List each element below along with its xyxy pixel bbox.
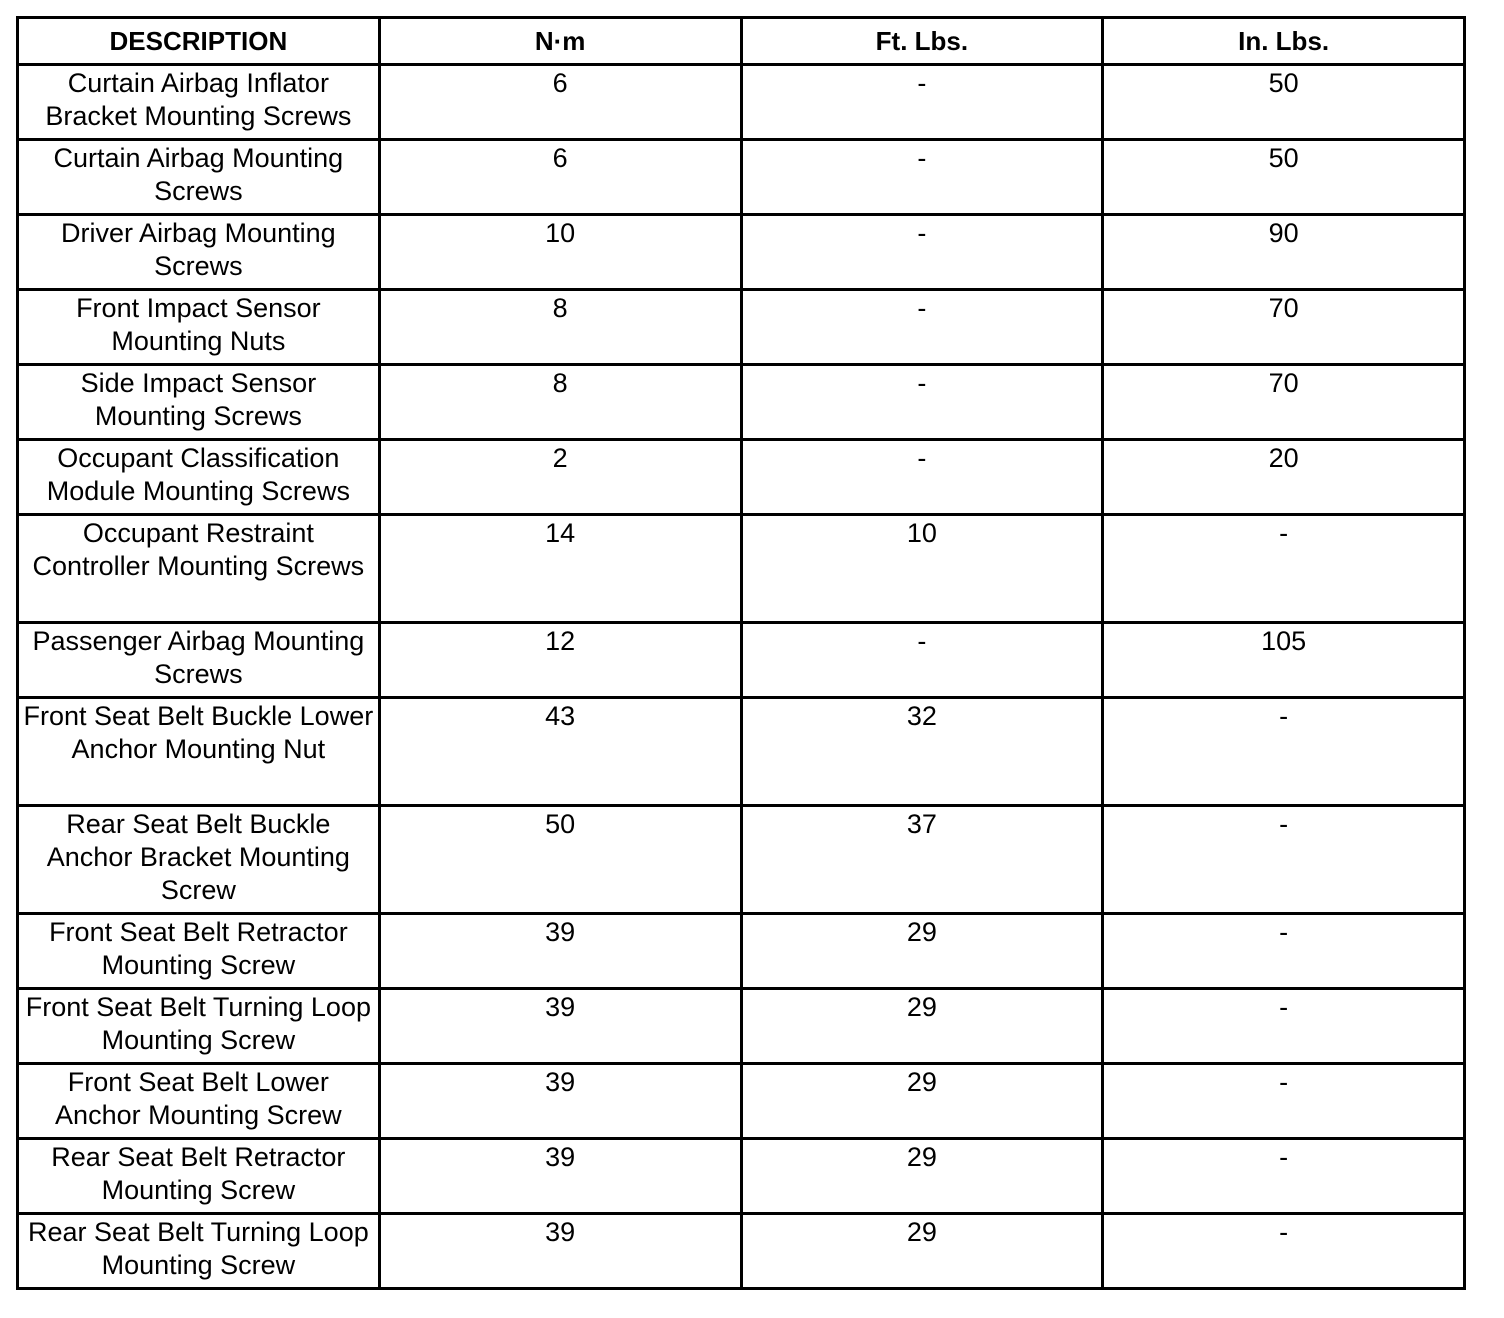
cell-ft-lbs: 29	[741, 1139, 1103, 1214]
cell-ft-lbs: -	[741, 365, 1103, 440]
torque-specifications-table	[16, 16, 1466, 1290]
header-ft-lbs: Ft. Lbs.	[741, 18, 1103, 65]
cell-in-lbs: 70	[1103, 290, 1465, 365]
cell-ft-lbs: 29	[741, 1064, 1103, 1139]
cell-ft-lbs: 29	[741, 1214, 1103, 1289]
cell-nm: 14	[379, 515, 741, 623]
cell-nm: 6	[379, 65, 741, 140]
cell-ft-lbs: -	[741, 623, 1103, 698]
cell-nm: 12	[379, 623, 741, 698]
cell-nm: 10	[379, 215, 741, 290]
cell-nm: 50	[379, 806, 741, 914]
cell-description: Rear Seat Belt Buckle Anchor Bracket Mounting Screw	[18, 806, 380, 914]
cell-nm: 8	[379, 365, 741, 440]
cell-description: Rear Seat Belt Turning Loop Mounting Screw	[18, 1214, 380, 1289]
cell-description: Occupant Classification Module Mounting Screws	[18, 440, 380, 515]
cell-ft-lbs: -	[741, 290, 1103, 365]
table-row	[18, 140, 1465, 215]
cell-description: Curtain Airbag Inflator Bracket Mounting Screws	[18, 65, 380, 140]
cell-in-lbs: -	[1103, 1064, 1465, 1139]
cell-ft-lbs: -	[741, 215, 1103, 290]
table-row	[18, 215, 1465, 290]
cell-in-lbs: 105	[1103, 623, 1465, 698]
table-row	[18, 1214, 1465, 1289]
table-row	[18, 698, 1465, 806]
table-row	[18, 515, 1465, 623]
cell-nm: 39	[379, 1064, 741, 1139]
cell-ft-lbs: -	[741, 65, 1103, 140]
cell-in-lbs: -	[1103, 1214, 1465, 1289]
cell-description: Passenger Airbag Mounting Screws	[18, 623, 380, 698]
cell-ft-lbs: 29	[741, 914, 1103, 989]
table-row	[18, 623, 1465, 698]
cell-in-lbs: 70	[1103, 365, 1465, 440]
cell-ft-lbs: 10	[741, 515, 1103, 623]
cell-description: Side Impact Sensor Mounting Screws	[18, 365, 380, 440]
cell-nm: 39	[379, 1214, 741, 1289]
cell-description: Front Seat Belt Buckle Lower Anchor Mounting Nut	[18, 698, 380, 806]
cell-in-lbs: -	[1103, 989, 1465, 1064]
cell-description: Front Seat Belt Retractor Mounting Screw	[18, 914, 380, 989]
table-row	[18, 1139, 1465, 1214]
cell-nm: 43	[379, 698, 741, 806]
table-row	[18, 290, 1465, 365]
table-row	[18, 65, 1465, 140]
header-description: DESCRIPTION	[18, 18, 380, 65]
cell-description: Occupant Restraint Controller Mounting Screws	[18, 515, 380, 623]
cell-in-lbs: -	[1103, 914, 1465, 989]
cell-description: Front Seat Belt Turning Loop Mounting Screw	[18, 989, 380, 1064]
cell-ft-lbs: 37	[741, 806, 1103, 914]
cell-nm: 39	[379, 914, 741, 989]
cell-in-lbs: 20	[1103, 440, 1465, 515]
cell-in-lbs: -	[1103, 806, 1465, 914]
table-row	[18, 806, 1465, 914]
table-header-row	[18, 18, 1465, 65]
header-in-lbs: In. Lbs.	[1103, 18, 1465, 65]
table-row	[18, 914, 1465, 989]
table-row	[18, 1064, 1465, 1139]
table-row	[18, 989, 1465, 1064]
cell-description: Rear Seat Belt Retractor Mounting Screw	[18, 1139, 380, 1214]
cell-ft-lbs: -	[741, 440, 1103, 515]
cell-nm: 39	[379, 1139, 741, 1214]
cell-description: Front Impact Sensor Mounting Nuts	[18, 290, 380, 365]
cell-in-lbs: 50	[1103, 140, 1465, 215]
cell-description: Curtain Airbag Mounting Screws	[18, 140, 380, 215]
cell-in-lbs: 90	[1103, 215, 1465, 290]
cell-in-lbs: -	[1103, 1139, 1465, 1214]
cell-in-lbs: -	[1103, 698, 1465, 806]
cell-nm: 8	[379, 290, 741, 365]
cell-in-lbs: -	[1103, 515, 1465, 623]
cell-ft-lbs: 32	[741, 698, 1103, 806]
cell-ft-lbs: -	[741, 140, 1103, 215]
table-row	[18, 365, 1465, 440]
cell-nm: 6	[379, 140, 741, 215]
cell-nm: 2	[379, 440, 741, 515]
table-row	[18, 440, 1465, 515]
cell-ft-lbs: 29	[741, 989, 1103, 1064]
header-nm: N·m	[379, 18, 741, 65]
cell-nm: 39	[379, 989, 741, 1064]
cell-description: Driver Airbag Mounting Screws	[18, 215, 380, 290]
cell-in-lbs: 50	[1103, 65, 1465, 140]
cell-description: Front Seat Belt Lower Anchor Mounting Screw	[18, 1064, 380, 1139]
